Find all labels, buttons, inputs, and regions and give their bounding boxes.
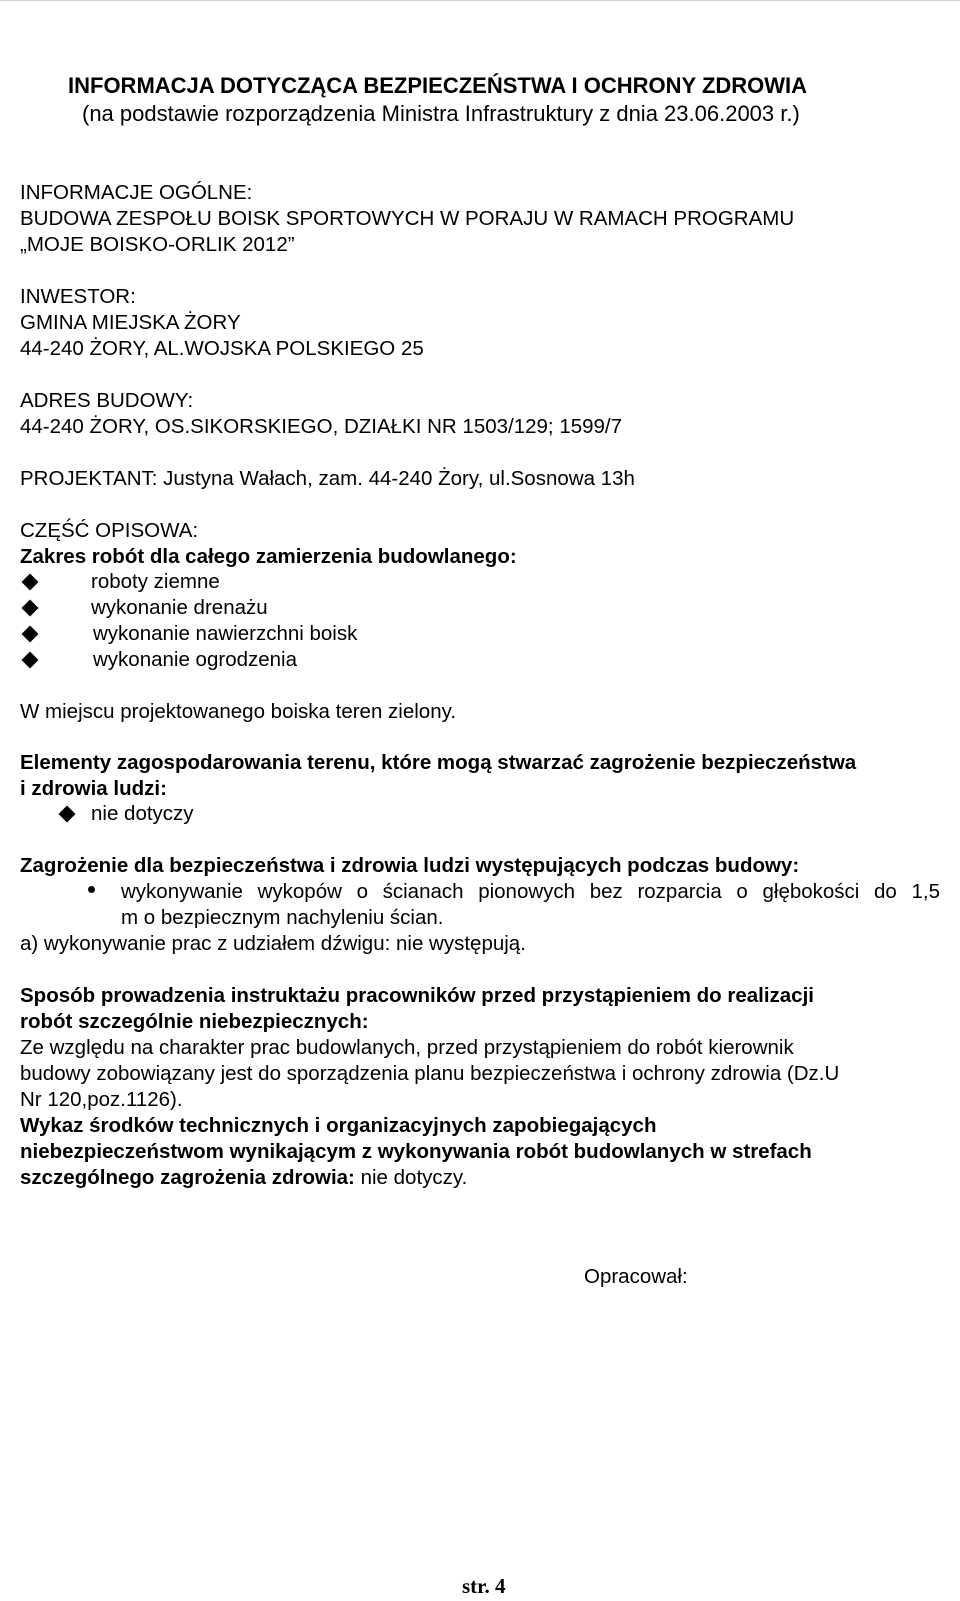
bullet-dot-icon <box>88 886 95 893</box>
page-number: str. 4 <box>462 1574 506 1598</box>
site-address: 44-240 ŻORY, OS.SIKORSKIEGO, DZIAŁKI NR 1503/129; 1599/7 <box>20 415 623 438</box>
document-subtitle: (na podstawie rozporządzenia Ministra Infrastruktury z dnia 23.06.2003 r.) <box>82 101 800 126</box>
general-info-line-1: BUDOWA ZESPOŁU BOISK SPORTOWYCH W PORAJU W RAMACH PROGRAMU <box>20 207 795 230</box>
instruction-body-line-3: Nr 120,poz.1126). <box>20 1088 183 1111</box>
means-heading-line-3 <box>20 1165 467 1191</box>
scope-item: wykonanie drenażu <box>91 596 268 619</box>
scope-item: wykonanie ogrodzenia <box>93 648 297 671</box>
general-info-line-2: „MOJE BOISKO-ORLIK 2012” <box>20 233 295 256</box>
site-address-label: ADRES BUDOWY: <box>20 389 194 412</box>
hazard-elements-heading-line-2: i zdrowia ludzi: <box>20 777 167 800</box>
means-heading-bold-part: szczególnego zagrożenia zdrowia: <box>20 1166 355 1189</box>
diamond-bullet-icon <box>59 806 76 823</box>
means-heading-line-1: Wykaz środków technicznych i organizacyjnych zapobiegających <box>20 1114 657 1137</box>
investor-label: INWESTOR: <box>20 285 136 308</box>
diamond-bullet-icon <box>22 626 39 643</box>
terrain-note: W miejscu projektowanego boiska teren zielony. <box>20 700 457 723</box>
excavation-bullet-line-1: wykonywanie wykopów o ścianach pionowych bez rozparcia o głębokości do 1,5 <box>121 880 940 903</box>
instruction-body-line-2: budowy zobowiązany jest do sporządzenia planu bezpieczeństwa i ochrony zdrowia (Dz.U <box>20 1062 840 1085</box>
investor-address: 44-240 ŻORY, AL.WOJSKA POLSKIEGO 25 <box>20 337 424 360</box>
scope-heading: Zakres robót dla całego zamierzenia budowlanego: <box>20 545 517 568</box>
means-heading-value: nie dotyczy. <box>354 1166 468 1189</box>
descriptive-part-label: CZĘŚĆ OPISOWA: <box>20 519 199 542</box>
page-top-border <box>0 0 960 1</box>
hazard-elements-item: nie dotyczy <box>91 802 194 825</box>
scope-item: wykonanie nawierzchni boisk <box>93 622 358 645</box>
excavation-bullet-line-2: m o bezpiecznym nachyleniu ścian. <box>121 906 444 929</box>
hazard-elements-heading-line-1: Elementy zagospodarowania terenu, które mogą stwarzać zagrożenie bezpieczeństwa <box>20 751 857 774</box>
diamond-bullet-icon <box>22 652 39 669</box>
document-title: INFORMACJA DOTYCZĄCA BEZPIECZEŃSTWA I OCHRONY ZDROWIA <box>68 73 808 98</box>
means-heading-line-2: niebezpieczeństwom wynikającym z wykonywania robót budowlanych w strefach <box>20 1140 812 1163</box>
designer-info: PROJEKTANT: Justyna Wałach, zam. 44-240 Żory, ul.Sosnowa 13h <box>20 467 635 490</box>
investor-name: GMINA MIEJSKA ŻORY <box>20 311 241 334</box>
diamond-bullet-icon <box>22 600 39 617</box>
diamond-bullet-icon <box>22 574 39 591</box>
instruction-body-line-1: Ze względu na charakter prac budowlanych, przed przystąpieniem do robót kierownik <box>20 1036 794 1059</box>
general-info-label: INFORMACJE OGÓLNE: <box>20 181 253 204</box>
instruction-heading-line-1: Sposób prowadzenia instruktażu pracowników przed przystąpieniem do realizacji <box>20 984 814 1007</box>
construction-hazards-heading: Zagrożenie dla bezpieczeństwa i zdrowia ludzi występujących podczas budowy: <box>20 854 800 877</box>
scope-item: roboty ziemne <box>91 570 220 593</box>
crane-work-note: a) wykonywanie prac z udziałem dźwigu: nie występują. <box>20 932 526 955</box>
instruction-heading-line-2: robót szczególnie niebezpiecznych: <box>20 1010 369 1033</box>
prepared-by-label: Opracował: <box>584 1265 688 1288</box>
